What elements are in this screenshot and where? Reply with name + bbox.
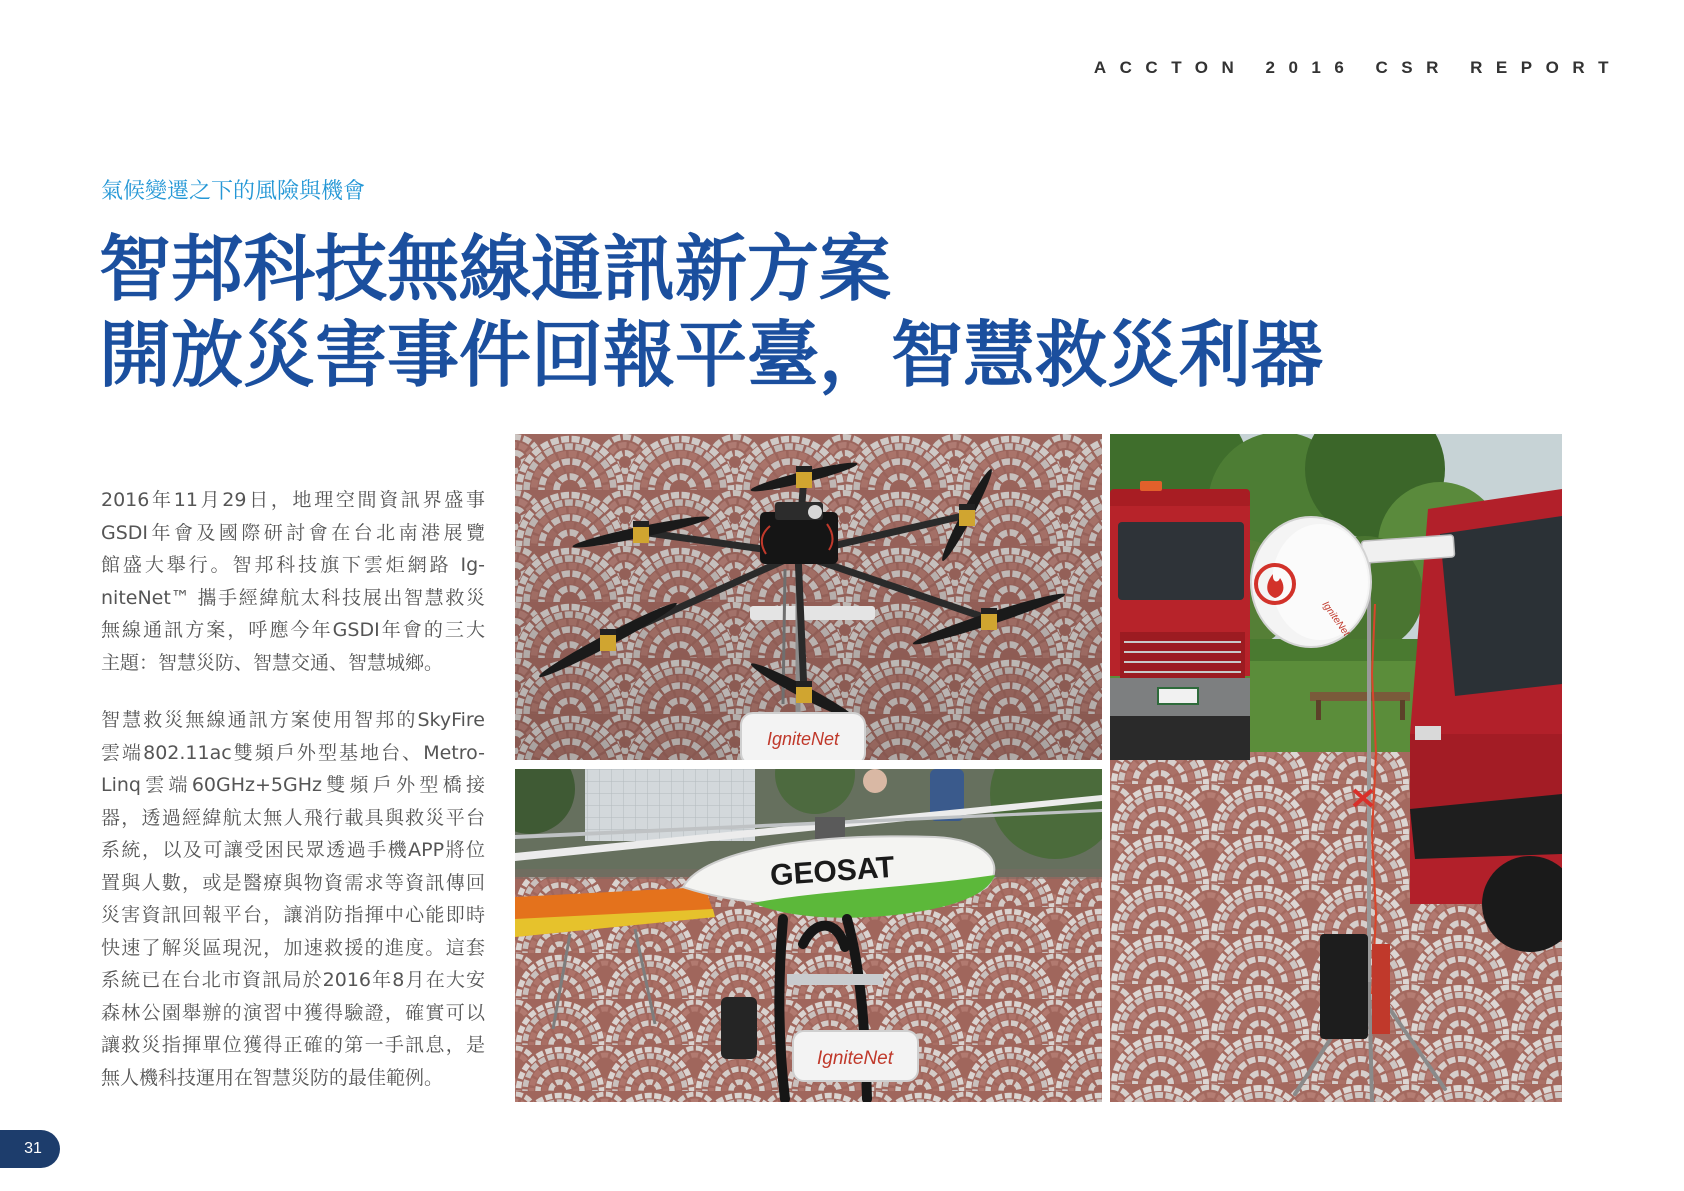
bench-seat	[1310, 692, 1410, 701]
motor-cap	[981, 608, 997, 614]
headline-line-2: 開放災害事件回報平臺，智慧救災利器	[99, 313, 1324, 397]
body-line: 快速了解災區現況，加速救援的進度。這套	[101, 936, 485, 959]
drone-gps-dome	[808, 505, 822, 519]
body-line: 主題：智慧災防、智慧交通、智慧城鄉。	[101, 651, 444, 674]
equipment-bag	[721, 997, 757, 1059]
ignitenet-logo-text: IgniteNet	[816, 1048, 894, 1069]
body-paragraph-1	[101, 484, 485, 679]
motor-cap	[600, 629, 616, 635]
body-line: 森林公園舉辦的演習中獲得驗證，確實可以	[101, 1001, 485, 1024]
body-line: 系統已在台北市資訊局於2016年8月在大安	[101, 969, 485, 991]
dish-highlight	[1272, 524, 1368, 640]
landing-leg	[779, 919, 785, 1099]
photo-drone	[515, 434, 1102, 760]
gear-crossbar	[787, 974, 883, 985]
suv-window	[1440, 516, 1562, 696]
body-line: 智慧救災無線通訊方案使用智邦的SkyFire	[101, 709, 485, 731]
body-line: 災害資訊回報平台，讓消防指揮中心能即時	[101, 904, 485, 926]
motor-cap	[633, 521, 649, 527]
body-line: 雲端802.11ac雙頻戶外型基地台、Metro-	[101, 741, 485, 764]
ignitenet-dish-antenna	[1251, 517, 1371, 647]
truck-undercarriage	[1110, 716, 1250, 760]
bench-leg	[1400, 700, 1405, 720]
rotor-head	[815, 817, 845, 839]
helicopter-photo-art	[515, 769, 1102, 1102]
headline-line-1: 智邦科技無線通訊新方案	[99, 227, 892, 311]
geosat-fuselage-text: GEOSAT	[769, 850, 896, 893]
body-line: 無線通訊方案，呼應今年GSDI年會的三大	[101, 619, 485, 641]
body-line: 置與人數，或是醫療與物資需求等資訊傳回	[101, 871, 485, 894]
photo-antenna	[1110, 434, 1562, 1102]
ignitenet-radio-module	[741, 713, 865, 760]
body-line: GSDI年會及國際研討會在台北南港展覽	[101, 521, 485, 544]
body-line: 器，透過經緯航太無人飛行載具與救災平台	[101, 806, 485, 829]
page-number-badge: 31	[0, 1130, 60, 1168]
ignitenet-logo-text: IgniteNet	[1319, 599, 1352, 639]
suv-headlight	[1415, 726, 1441, 740]
spectator	[863, 769, 887, 793]
drone-photo-art	[515, 434, 1102, 760]
body-line: 系統，以及可讓受困民眾透過手機APP將位	[101, 839, 485, 861]
body-line: niteNet™ 攜手經緯航太科技展出智慧救災	[101, 586, 485, 609]
truck-beacon	[1140, 481, 1162, 491]
antenna-photo-art	[1110, 434, 1562, 1102]
body-line: 2016年11月29日，地理空間資訊界盛事	[101, 489, 485, 511]
body-line: 無人機科技運用在智慧災防的最佳範例。	[101, 1066, 444, 1089]
body-text	[101, 484, 485, 1094]
drone-base-plate	[750, 606, 875, 620]
body-paragraph-2	[101, 704, 485, 1094]
motor-cap	[796, 681, 812, 687]
bench-leg	[1316, 700, 1321, 720]
motor-cap	[959, 504, 975, 510]
motor-cap	[796, 466, 812, 472]
headline	[99, 226, 1323, 398]
battery-box	[1320, 934, 1368, 1039]
ignitenet-logo-text: IgniteNet	[766, 729, 840, 749]
section-label: 氣候變遷之下的風險與機會	[101, 179, 366, 204]
ignitenet-radio-module	[793, 1031, 918, 1081]
red-truck	[1110, 481, 1250, 760]
photo-helicopter	[515, 769, 1102, 1102]
battery-strap	[1372, 944, 1390, 1034]
truck-windshield	[1118, 522, 1244, 600]
body-line: 讓救災指揮單位獲得正確的第一手訊息，是	[101, 1034, 485, 1056]
report-header: ACCTON 2016 CSR REPORT	[1093, 58, 1622, 77]
license-plate	[1158, 688, 1198, 704]
body-line: Linq雲端60GHz+5GHz雙頻戶外型橋接	[101, 774, 485, 796]
body-line: 館盛大舉行。智邦科技旗下雲炬網路 Ig-	[101, 554, 485, 576]
